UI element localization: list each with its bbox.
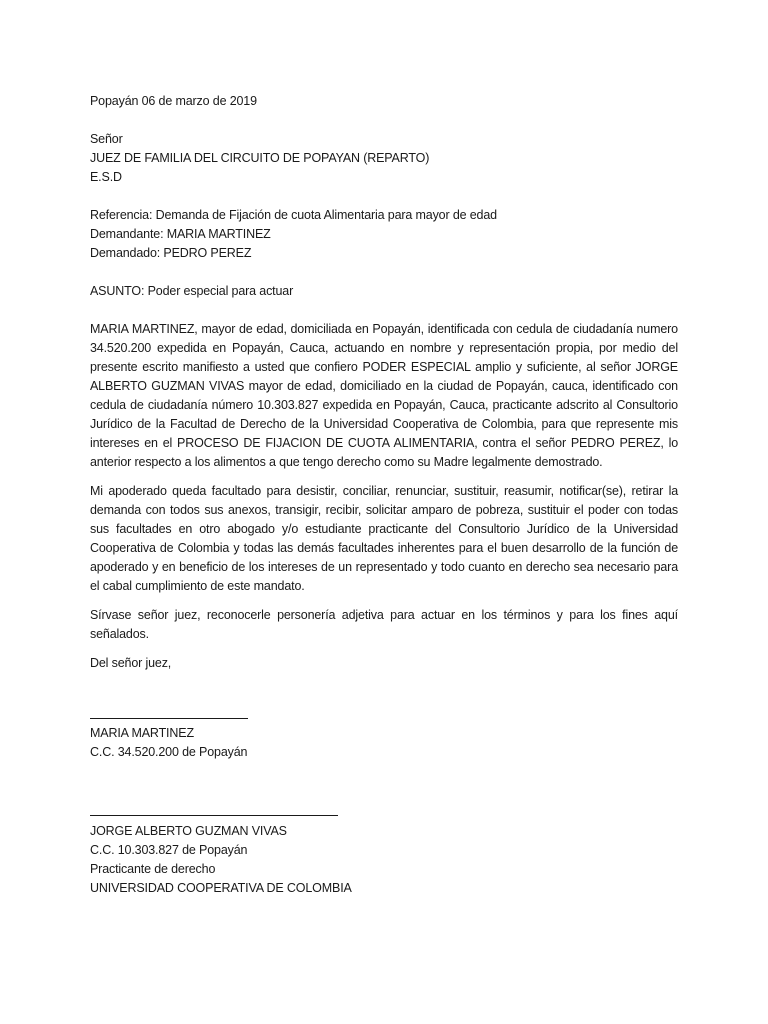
asunto-line: ASUNTO: Poder especial para actuar [90,284,294,298]
body-paragraph-2: Mi apoderado queda facultado para desistir, conciliar, renunciar, sustituir, reasumir, notificar(se), retirar la demanda con todos sus anexos, transigir, recibir, solicitar amparo de pobreza, sustituir el poder con todas sus facultades en otro abogado y/o estudiante practicante del Consultorio Jurídico de la Universidad Cooperativa de Colombia y todas las demás facultades inherentes para el buen desarrollo de la función de apoderado y en beneficio de los intereses de un representado y todo cuanto en derecho sea necesario para el cabal cumplimiento de este mandato. [90,484,678,593]
apoderado-role: Practicante de derecho [90,862,216,876]
recipient-salutation: Señor [90,132,123,146]
poderdante-id: C.C. 34.520.200 de Popayán [90,745,248,759]
body-paragraph-3: Sírvase señor juez, reconocerle personería adjetiva para actuar en los términos y para los fines aquí señalados. [90,608,678,641]
recipient-name: JUEZ DE FAMILIA DEL CIRCUITO DE POPAYAN (REPARTO) [90,151,430,165]
signature-block-apoderado [90,822,678,898]
signature-line-apoderado [90,815,338,816]
signature-line-poderdante [90,718,248,719]
reference-plaintiff: Demandante: MARIA MARTINEZ [90,227,271,241]
recipient-block [90,130,678,187]
body-paragraph-1: MARIA MARTINEZ, mayor de edad, domiciliada en Popayán, identificada con cedula de ciudadanía numero 34.520.200 expedida en Popayán, Cauca, actuando en nombre y representación propia, por medio del presente escrito manifiesto a usted que confiero PODER ESPECIAL amplio y suficiente, al señor JORGE ALBERTO GUZMAN VIVAS mayor de edad, domiciliado en la ciudad de Popayán, cauca, identificado con cedula de ciudadanía número 10.303.827 expedida en Popayán, Cauca, practicante adscrito al Consultorio Jurídico de la Facultad de Derecho de la Universidad Cooperativa de Colombia, para que represente mis intereses en el PROCESO DE FIJACION DE CUOTA ALIMENTARIA, contra el señor PEDRO PEREZ, lo anterior respecto a los alimentos a que tengo derecho como su Madre legalmente demostrado. [90,322,678,469]
apoderado-name: JORGE ALBERTO GUZMAN VIVAS [90,824,287,838]
apoderado-institution: UNIVERSIDAD COOPERATIVA DE COLOMBIA [90,881,352,895]
reference-block [90,206,678,263]
reference-defendant: Demandado: PEDRO PEREZ [90,246,252,260]
poderdante-name: MARIA MARTINEZ [90,726,194,740]
signature-block-poderdante [90,724,678,762]
recipient-esd: E.S.D [90,170,122,184]
letter-page [90,92,678,898]
closing-line: Del señor juez, [90,656,172,670]
reference-subject: Referencia: Demanda de Fijación de cuota Alimentaria para mayor de edad [90,208,497,222]
date-line: Popayán 06 de marzo de 2019 [90,94,257,108]
apoderado-id: C.C. 10.303.827 de Popayán [90,843,248,857]
